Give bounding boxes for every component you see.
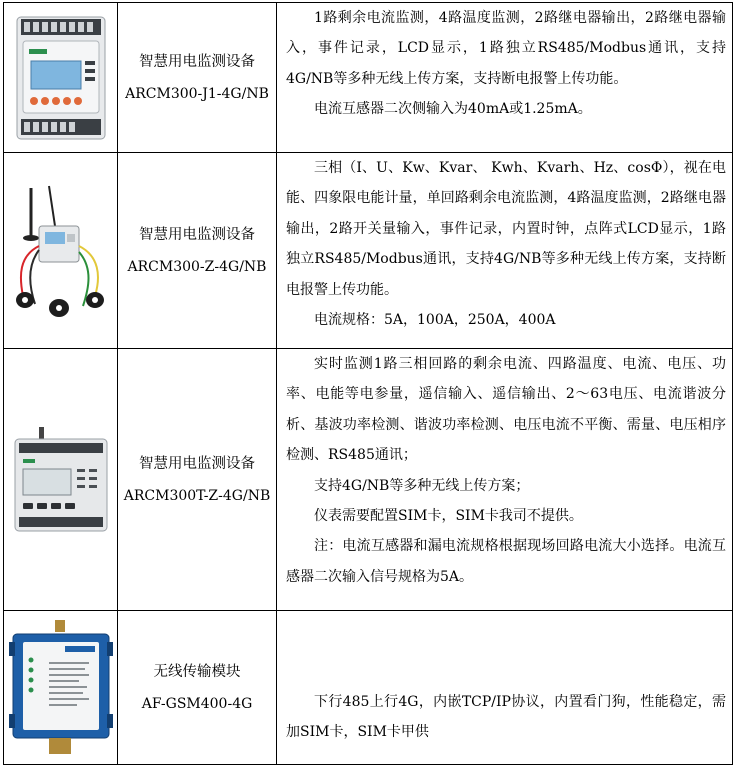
product-description-cell [277, 611, 733, 765]
device-model: ARCM300-Z-4G/NB [127, 258, 267, 275]
description-paragraph: 注：电流互感器和漏电流规格根据现场回路电流大小选择。电流互感器二次输入信号规格为5A。 [286, 538, 726, 585]
table-row [4, 3, 733, 153]
product-spec-table [3, 2, 733, 765]
meter-device-image [9, 425, 113, 535]
meter-kit-with-antenna-image [9, 176, 113, 326]
device-name: 智慧用电监测设备 [139, 53, 255, 70]
product-name-cell [118, 349, 277, 611]
description-paragraph: 电流规格：5A，100A，250A，400A [314, 312, 556, 329]
product-image-cell [4, 153, 118, 349]
description-paragraph: 电流互感器二次侧输入为40mA或1.25mA。 [314, 101, 592, 118]
product-description-cell [277, 3, 733, 153]
product-name-cell [118, 611, 277, 765]
description-paragraph: 支持4G/NB等多种无线上传方案； [314, 477, 530, 494]
product-name-cell [118, 3, 277, 153]
wireless-module-image [9, 618, 113, 758]
description-paragraph: 实时监测1路三相回路的剩余电流、四路温度、电流、电压、功率、电能等电参量，遥信输入、遥信输出、2～63电压、电流谐波分析、基波功率检测、谐波功率检测、电压电流不平衡、需量、电压相序检测、RS485通讯； [286, 356, 726, 464]
description-paragraph: 1路剩余电流监测，4路温度监测，2路继电器输出，2路继电器输入，事件记录，LCD显示，1路独立RS485/Modbus通讯，支持4G/NB等多种无线上传方案，支持断电报警上传功能。 [286, 10, 726, 87]
product-description-cell [277, 153, 733, 349]
description-paragraph: 下行485上行4G，内嵌TCP/IP协议，内置看门狗，性能稳定，需加SIM卡，SIM卡甲供 [286, 694, 726, 741]
device-name: 无线传输模块 [153, 663, 241, 680]
table-row [4, 611, 733, 765]
product-image-cell [4, 3, 118, 153]
device-name: 智慧用电监测设备 [139, 455, 255, 472]
description-paragraph: 仪表需要配置SIM卡，SIM卡我司不提供。 [314, 508, 583, 525]
description-paragraph: 三相（I、U、Kw、Kvar、 Kwh、Kvarh、Hz、cosΦ），视在电能、四象限电能计量，单回路剩余电流监测，4路温度监测，2路继电器输出，2路开关量输入，事件记录，内置时钟，点阵式LCD显示，1路独立RS485/Modbus通讯，支持4G/NB等多种无线上传方案，支持断电报警上传功能。 [286, 160, 726, 298]
product-image-cell [4, 349, 118, 611]
device-model: ARCM300T-Z-4G/NB [123, 487, 271, 504]
table-row [4, 349, 733, 611]
table-row [4, 153, 733, 349]
device-model: AF-GSM400-4G [141, 695, 253, 712]
device-model: ARCM300-J1-4G/NB [125, 85, 269, 102]
meter-device-image [9, 13, 113, 143]
device-name: 智慧用电监测设备 [139, 226, 255, 243]
product-image-cell [4, 611, 118, 765]
product-name-cell [118, 153, 277, 349]
product-description-cell [277, 349, 733, 611]
